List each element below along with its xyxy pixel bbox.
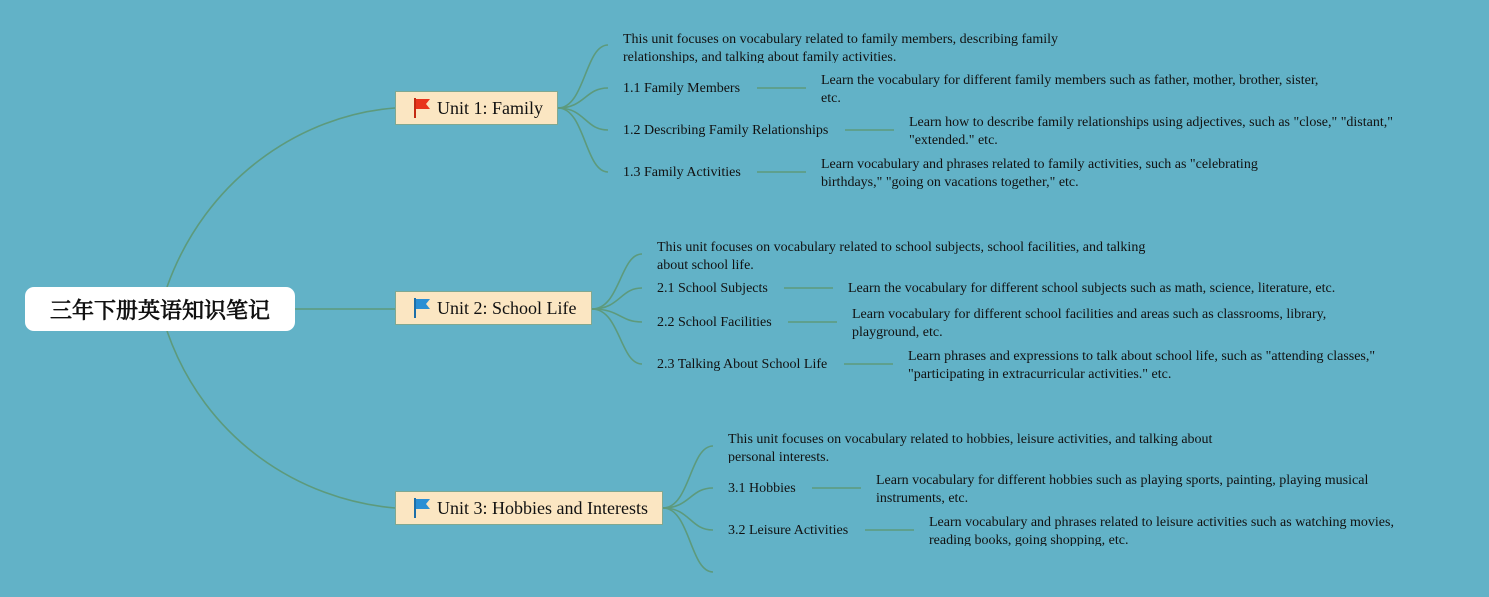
topic-desc: Learn phrases and expressions to talk about school life, such as "attending classes," "participating in extracurricular activities." etc. <box>908 349 1376 382</box>
root-title: 三年下册英语知识笔记 <box>49 298 270 324</box>
unit-node-hobbies[interactable] <box>395 491 663 525</box>
topic-desc: Learn the vocabulary for different family members such as father, mother, brother, sister, etc. <box>821 73 1319 106</box>
topic-desc: Learn vocabulary for different hobbies such as playing sports, painting, playing musical instruments, etc. <box>876 473 1369 506</box>
topic-title[interactable]: 1.3 Family Activities <box>623 165 741 180</box>
topic-title[interactable]: 2.3 Talking About School Life <box>657 357 828 372</box>
topic-desc: Learn vocabulary and phrases related to leisure activities such as watching movies, reading books, going shopping, etc. <box>929 515 1394 546</box>
unit-title: Unit 1: Family <box>437 97 544 118</box>
blue-flag-icon <box>412 497 432 519</box>
blue-flag-icon <box>412 297 432 319</box>
root-node[interactable] <box>25 287 295 331</box>
topic-title[interactable]: 3.1 Hobbies <box>728 481 796 496</box>
topic-desc: Learn the vocabulary for different school subjects such as math, science, literature, etc. <box>848 281 1336 296</box>
topic-title[interactable]: 1.1 Family Members <box>623 81 741 96</box>
unit-node-family[interactable] <box>395 91 558 125</box>
topic-title[interactable]: 1.2 Describing Family Relationships <box>623 123 829 138</box>
unit-node-school-life[interactable] <box>395 291 592 325</box>
unit-summary: This unit focuses on vocabulary related to family members, describing family relationships, and talking about family activities. <box>623 32 1059 63</box>
unit-summary: This unit focuses on vocabulary related to hobbies, leisure activities, and talking about personal interests. <box>728 432 1213 463</box>
topic-title[interactable]: 3.2 Leisure Activities <box>728 523 849 538</box>
topic-desc: Learn vocabulary and phrases related to family activities, such as "celebrating birthdays," "going on vacations together," etc. <box>821 157 1258 190</box>
unit-summary: This unit focuses on vocabulary related to school subjects, school facilities, and talking about school life. <box>657 240 1146 273</box>
topic-desc: Learn how to describe family relationships using adjectives, such as "close," "distant," "extended." etc. <box>909 115 1393 148</box>
unit-title: Unit 3: Hobbies and Interests <box>437 497 648 518</box>
topic-desc: Learn vocabulary for different school facilities and areas such as classrooms, library, playground, etc. <box>852 307 1327 340</box>
topic-title[interactable]: 2.2 School Facilities <box>657 315 772 330</box>
topic-title[interactable]: 2.1 School Subjects <box>657 281 768 296</box>
red-flag-icon <box>412 97 432 119</box>
unit-title: Unit 2: School Life <box>437 297 577 318</box>
